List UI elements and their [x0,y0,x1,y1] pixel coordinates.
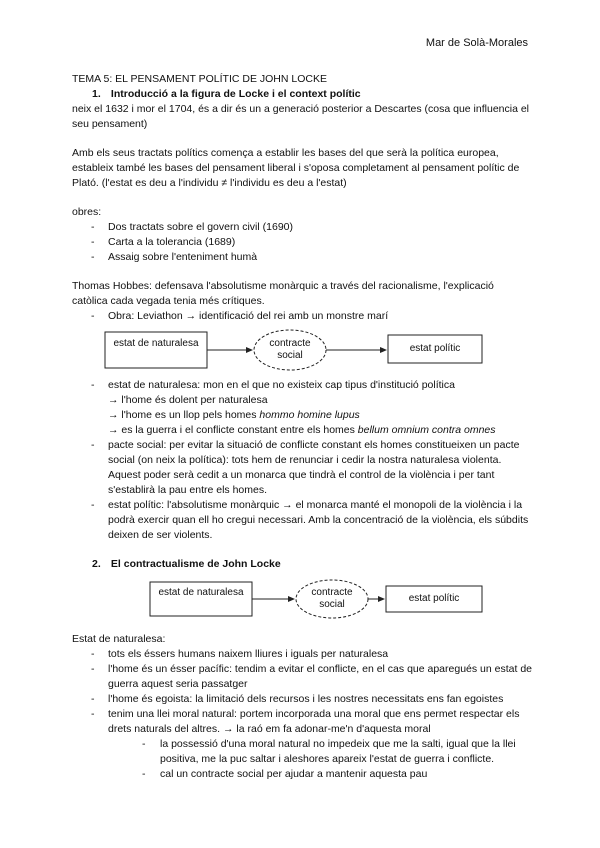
list-item: - l'home és egoista: la limitació dels recursos i les nostres necessitats ens fan egoistes [72,692,532,707]
section-2-number: 2. [92,558,101,570]
arrow-head-icon [378,596,385,602]
locke-sublist [72,737,532,782]
diagram-label-politic: estat polític [409,343,461,354]
section-1-title: Introducció a la figura de Locke i el context polític [110,88,361,100]
latin-phrase-1: hommo homine lupus [259,409,360,421]
list-item: - estat polític: l'absolutisme monàrquic → el monarca manté el monopoli de la violència i la podrà exercir quan ell ho cregui necessari. Amb la concentració de la violència, els súbdits deixen de ser violents. [72,498,532,543]
diagram-label-politic: estat polític [408,593,460,604]
naturalesa-line-2: → l'home es un llop pels homes [108,409,260,421]
list-item: - Carta a la tolerancia (1689) [72,235,532,250]
locke-list [72,647,532,737]
contract-diagram-1 [72,326,532,376]
diagram-label-naturalesa: estat de naturalesa [113,338,199,349]
section-1-heading [72,87,532,102]
diagram-label-contracte: contracte social [269,338,311,361]
latin-phrase-2: bellum omnium contra omnes [357,424,496,436]
arrow-head-icon [288,596,295,602]
diagram-label-contracte: contracte social [311,587,353,610]
naturalesa-lead: estat de naturalesa: mon en el que no existeix cap tipus d'institució política [108,379,455,391]
list-item: - tots els éssers humans naixem lliures i iguals per naturalesa [72,647,532,662]
list-item: - Dos tractats sobre el govern civil (1690) [72,220,532,235]
document-content [72,72,532,782]
obres-list [72,220,532,265]
naturalesa-line-3: → es la guerra i el conflicte constant entre els homes [108,424,358,436]
list-item: - tenim una llei moral natural: portem incorporada una moral que ens permet respectar els drets naturals del altres. → la raó em fa adonar-me'n d'aquesta moral [72,707,532,737]
obres-label: obres: [72,206,102,218]
author-header: Mar de Solà-Morales [425,37,528,49]
list-item: - pacte social: per evitar la situació de conflicte constant els homes constitueixen un pacte social (on neix la política): tots hem de renunciar i cedir la nostra naturalesa violenta. Aquest poder serà cedit a un monarca que tindrà el control de la violència i per tant s'establirà la pau entre els homes. [72,438,532,498]
list-item: - l'home és un ésser pacífic: tendim a evitar el conflicte, en el cas que aparegués un estat de guerra aquest seria passatger [72,662,532,692]
list-item: - la possessió d'una moral natural no impedeix que me la salti, igual que la llei positiva, me la puc saltar i aleshores apareix l'estat de guerra i conflicte. [72,737,532,767]
politics-paragraph: Amb els seus tractats polítics comença a establir les bases del que serà la política europea, estableix també les bases del pensament liberal i s'oposa completament al pensament polític de Plató. (l'estat es deu a l'individu ≠ l'individu es deu a l'estat) [72,147,520,189]
diagram-label-naturalesa: estat de naturalesa [158,587,244,598]
hobbes-paragraph: Thomas Hobbes: defensava l'absolutisme monàrquic a través del racionalisme, l'explicació catòlica cada vegada tenia més crítiques. [72,280,494,307]
intro-paragraph: neix el 1632 i mor el 1704, és a dir és un a generació posterior a Descartes (cosa que influencia el seu pensament) [72,103,530,130]
section-2-title: El contractualisme de John Locke [110,558,281,570]
list-item: - Obra: Leviathon → identificació del rei amb un monstre marí [72,309,532,324]
section-2-heading [72,557,532,572]
naturalesa-line-1: → l'home és dolent per naturalesa [108,394,268,406]
hobbes-list [72,309,532,324]
list-item: - cal un contracte social per ajudar a mantenir aquesta pau [72,767,532,782]
contract-diagram-2 [72,574,532,624]
estat-naturalesa-label: Estat de naturalesa: [72,633,166,645]
arrow-head-icon [380,347,387,353]
list-item [72,378,532,438]
list-item: - Assaig sobre l'enteniment humà [72,250,532,265]
arrow-head-icon [246,347,253,353]
document-title: TEMA 5: EL PENSAMENT POLÍTIC DE JOHN LOCKE [72,73,327,85]
hobbes-details-list [72,378,532,543]
section-1-number: 1. [92,88,101,100]
